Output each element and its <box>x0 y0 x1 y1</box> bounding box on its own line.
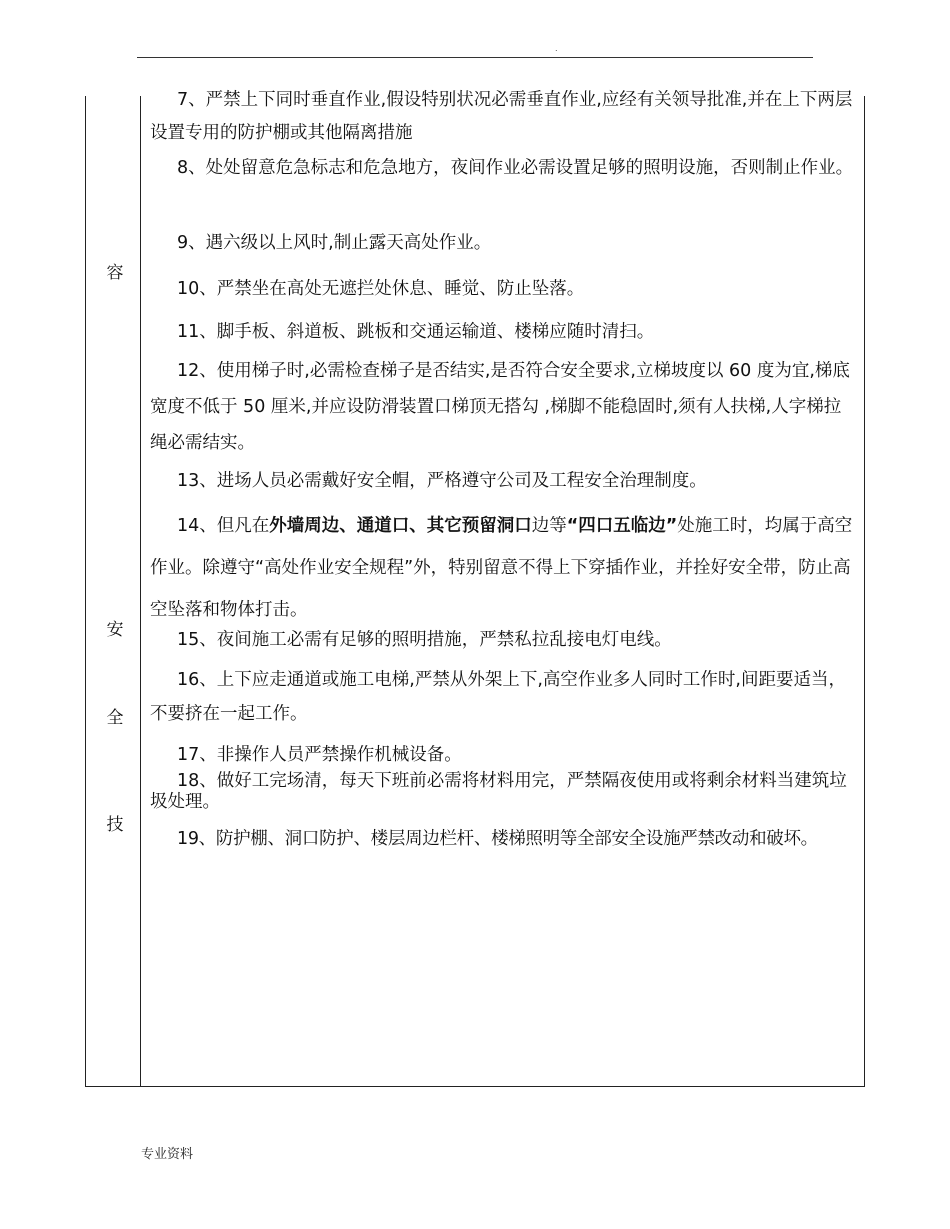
safety-item-13: 13、进场人员必需戴好安全帽，严格遵守公司及工程安全治理制度。 <box>177 471 707 491</box>
item-14-emphasis-term: “四口五临边” <box>566 516 678 536</box>
safety-item-15: 15、夜间施工必需有足够的照明措施，严禁私拉乱接电灯电线。 <box>177 630 672 650</box>
item-14-middle: 边等 <box>531 516 567 536</box>
footer-label: 专业资料 <box>141 1147 194 1162</box>
safety-item-18: 18、做好工完场清，每天下班前必需将材料用完，严禁隔夜使用或将剩余材料当建筑垃圾处理。 <box>150 771 847 812</box>
safety-item-17: 17、非操作人员严禁操作机械设备。 <box>177 745 462 765</box>
side-label-quan: 全 <box>106 708 124 728</box>
safety-item-9: 9、遇六级以上风时,制止露天高处作业。 <box>177 233 492 253</box>
safety-item-8: 8、处处留意危急标志和危急地方，夜间作业必需设置足够的照明设施，否则制止作业。 <box>177 158 854 178</box>
safety-item-19: 19、防护棚、洞口防护、楼层周边栏杆、楼梯照明等全部安全设施严禁改动和破坏。 <box>177 829 818 849</box>
safety-item-10: 10、严禁坐在高处无遮拦处休息、睡觉、防止坠落。 <box>177 279 585 299</box>
safety-item-7: 7、严禁上下同时垂直作业,假设特别状况必需垂直作业,应经有关领导批准,并在上下两层设置专用的防护棚或其他隔离措施 <box>150 90 853 143</box>
item-14-emphasis-locations: 外墙周边、通道口、其它预留洞口 <box>269 516 532 536</box>
item-14-prefix: 14、但凡在 <box>177 516 270 536</box>
header-rule <box>137 57 813 58</box>
safety-item-11: 11、脚手板、斜道板、跳板和交通运输道、楼梯应随时清扫。 <box>177 322 655 342</box>
safety-item-12: 12、使用梯子时,必需检查梯子是否结实,是否符合安全要求,立梯坡度以 60 度为宜,梯底宽度不低于 50 厘米,并应设防滑装置口梯顶无搭勾 ,梯脚不能稳固时,须有人扶梯,人字梯拉绳必需结实。 <box>150 361 850 453</box>
column-divider <box>140 96 141 1087</box>
side-label-rong: 容 <box>106 263 124 283</box>
side-label-ji: 技 <box>106 815 124 835</box>
safety-item-14 <box>150 505 858 631</box>
side-label-an: 安 <box>106 620 124 640</box>
header-mark: . <box>555 44 558 53</box>
item-14-rest: 处施工时，均属于高空作业。除遵守“高处作业安全规程”外，特别留意不得上下穿插作业，并拴好安全带，防止高空坠落和物体打击。 <box>150 516 853 620</box>
safety-item-16: 16、上下应走通道或施工电梯,严禁从外架上下,高空作业多人同时工作时,间距要适当，不要挤在一起工作。 <box>150 670 846 724</box>
